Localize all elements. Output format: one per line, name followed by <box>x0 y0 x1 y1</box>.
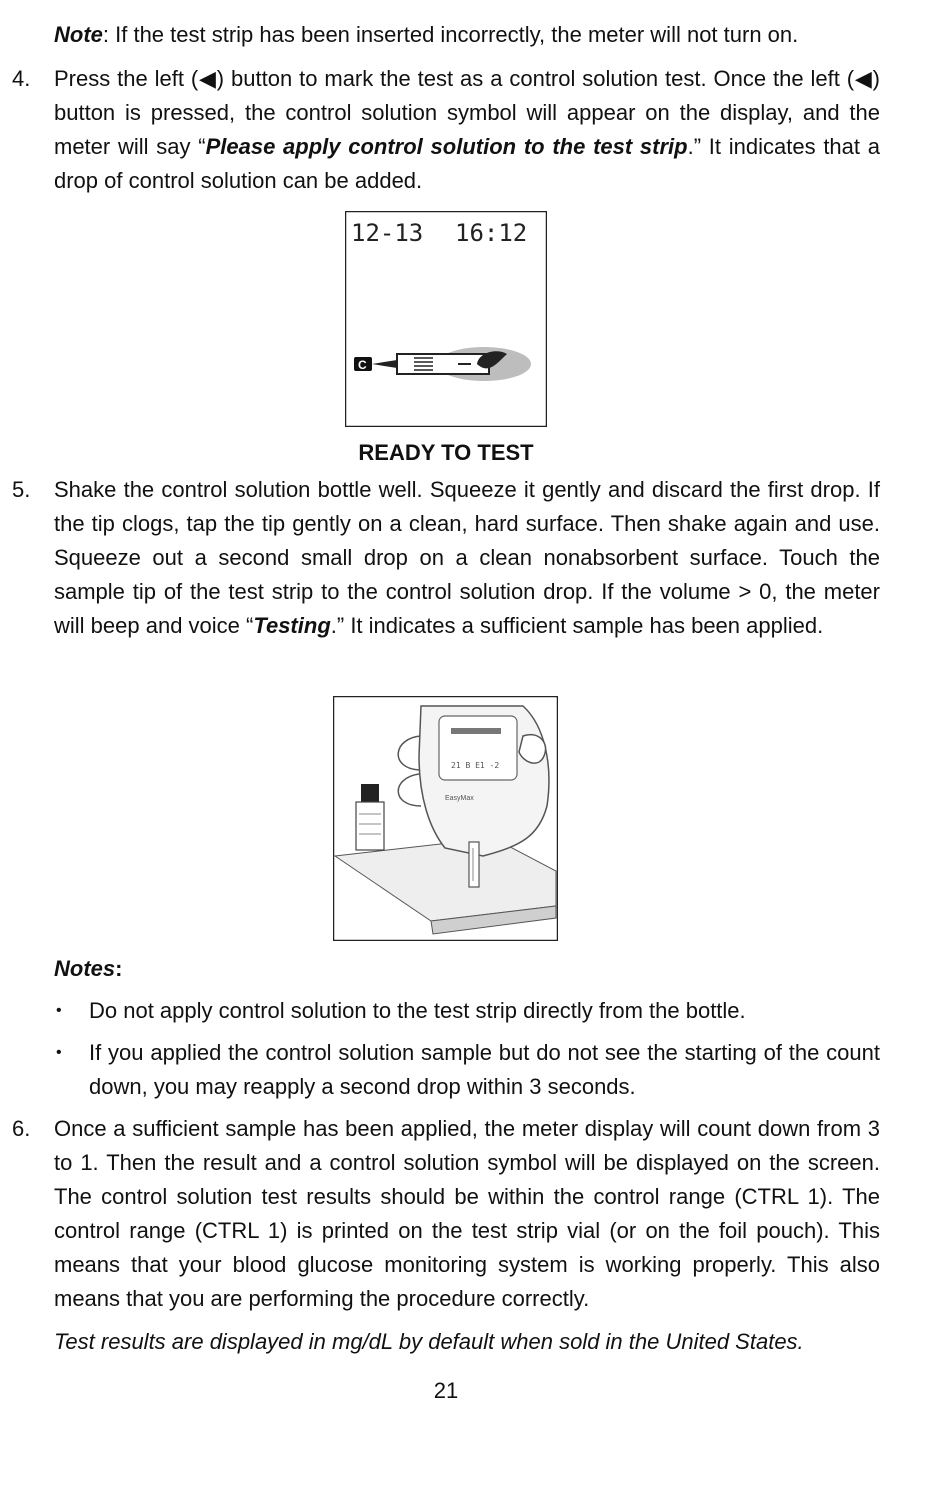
step-5-text-after: .” It indicates a sufficient sample has been applied. <box>330 613 824 638</box>
notes-label: Notes <box>54 956 116 981</box>
display-date: 12-13 <box>351 219 424 247</box>
apply-solution-figure <box>333 696 558 941</box>
step-4-text-after: .” It indicates that a drop of control solution can be added. <box>54 134 880 193</box>
display-time: 16:12 <box>455 219 528 247</box>
step-6-number: 6. <box>12 1116 31 1141</box>
step-4-paragraph <box>54 62 880 198</box>
step-4-number: 4. <box>12 66 31 91</box>
notes-colon: : <box>115 956 123 981</box>
step-4-text-before: Press the left (◀) button to mark the test as a control solution test. Once the left (◀) button is pressed, the control solution symbol will appear on the display, and the meter will say “ <box>54 66 880 159</box>
units-note: Test results are displayed in mg/dL by default when sold in the United States. <box>54 1329 804 1354</box>
note-text: : If the test strip has been inserted incorrectly, the meter will not turn on. <box>102 22 799 47</box>
notes-item-1: Do not apply control solution to the test strip directly from the bottle. <box>89 998 746 1023</box>
figure-1-caption: READY TO TEST <box>358 440 534 465</box>
thumb <box>519 735 546 764</box>
step-5-number: 5. <box>12 477 31 502</box>
bottle-cap <box>361 784 379 804</box>
step-4-emphasis: Please apply control solution to the test strip <box>205 134 688 159</box>
control-solution-bottle <box>356 802 384 850</box>
meter-screen <box>439 716 517 780</box>
note-paragraph <box>54 18 880 52</box>
control-c-letter: C <box>358 358 367 372</box>
bullet-1-marker: • <box>56 1002 62 1019</box>
step-6-paragraph: Once a sufficient sample has been applied, the meter display will count down from 3 to 1. Then the result and a control solution symbol will be displayed on the screen. The control solution test results should be within the control range (CTRL 1). The control range (CTRL 1) is printed on the test strip vial (or on the foil pouch). This means that your blood glucose monitoring system is working properly. This also means that you are performing the procedure correctly. <box>54 1116 880 1311</box>
notes-item-2: If you applied the control solution sample but do not see the starting of the count down, you may reapply a second drop within 3 seconds. <box>89 1040 880 1099</box>
note-label: Note <box>54 22 103 47</box>
meter-screen-strip <box>451 728 501 734</box>
test-strip <box>469 842 479 887</box>
bullet-2-marker: • <box>56 1044 62 1061</box>
step-5-emphasis: Testing <box>253 613 331 638</box>
test-strip-icon <box>397 354 489 374</box>
step-5-paragraph <box>54 473 880 643</box>
apply-solution-svg <box>333 696 558 941</box>
meter-display-svg <box>345 211 547 427</box>
step-5-text-before: Shake the control solution bottle well. Squeeze it gently and discard the first drop. If the tip clogs, tap the tip gently on a clean, hard surface. Then shake again and use. Squeeze out a second small drop on a clean nonabsorbent surface. Touch the sample tip of the test strip to the control solution drop. If the volume > 0, the meter will beep and voice “ <box>54 477 880 638</box>
page-number: 21 <box>433 1378 459 1403</box>
svg-text:EasyMax: EasyMax <box>445 795 474 802</box>
notes-heading <box>54 952 880 986</box>
meter-display-figure <box>345 211 547 427</box>
svg-text:21 B E1 -2: 21 B E1 -2 <box>451 761 500 770</box>
